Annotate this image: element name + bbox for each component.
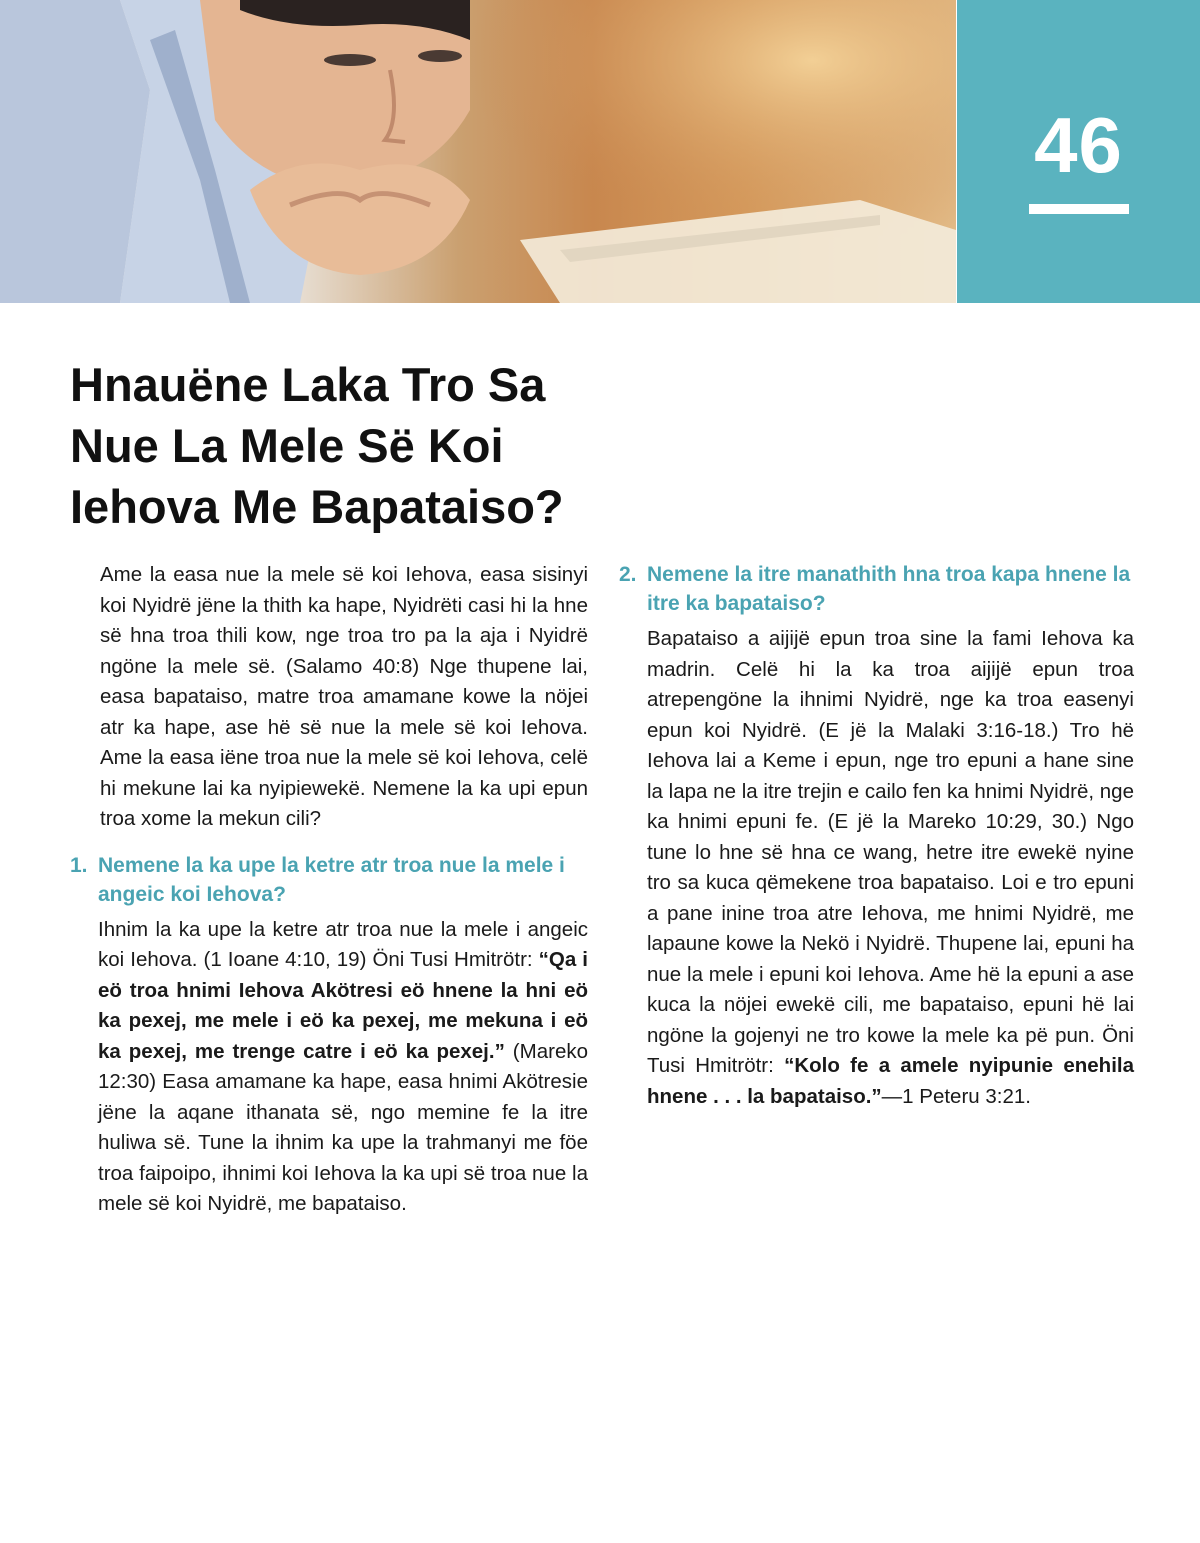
- question-1-number: 1.: [70, 853, 88, 877]
- question-1: [70, 851, 588, 909]
- answer-1-paragraph: [98, 915, 588, 1220]
- answer-2-paragraph: [647, 624, 1134, 1112]
- question-2-text: Nemene la itre manathith hna troa kapa hnene la itre ka bapataiso?: [647, 563, 1131, 615]
- right-column: [619, 560, 1134, 1112]
- answer-2-text-b: —1 Peteru 3:21.: [881, 1084, 1031, 1108]
- question-1-text: Nemene la ka upe la ketre atr troa nue la mele i angeic koi Iehova?: [98, 853, 565, 906]
- answer-1-text-b: (Mareko 12:30) Easa amamane ka hape, easa hnimi Akötresie jëne la aqane ithanata së, ngo memine fe la itre huliwa së. Tune la ihnim ka upe la trahmanyi me föe troa faipoipo, ihnimi koi Iehova la ka upi së troa nue la mele së koi Nyidrë, me bapataiso.: [98, 1039, 588, 1215]
- lesson-number-underline: [1029, 204, 1129, 214]
- header-photo: [0, 0, 956, 303]
- lesson-number-box: [957, 0, 1200, 303]
- question-2: [619, 560, 1134, 618]
- page-title: Hnauëne Laka Tro Sa Nue La Mele Së Koi Iehova Me Bapataiso?: [70, 358, 564, 533]
- question-2-number: 2.: [619, 563, 637, 586]
- answer-2-quote: “Kolo fe a amele nyipunie enehila hnene . . . la bapataiso.”: [647, 1054, 1134, 1108]
- answer-1-quote: “Qa i eö troa hnimi Iehova Akötresi eö hnene la hni eö ka pexej, me mele i eö ka pexej, me mekuna i eö ka pexej, me trenge catre i eö ka pexej.”: [98, 948, 588, 1063]
- answer-1-text-a: Ihnim la ka upe la ketre atr troa nue la mele i angeic koi Iehova. (1 Ioane 4:10, 19) Öni Tusi Hmitrötr:: [98, 917, 588, 971]
- left-column: [70, 560, 588, 1220]
- lesson-number: 46: [1034, 101, 1123, 189]
- intro-paragraph: Ame la easa nue la mele së koi Iehova, easa sisinyi koi Nyidrë jëne la thith ka hape, Nyidrëti casi hi la hne së hna troa thili kow, nge troa tro pa la aja i Nyidrë ngöne la mele së. (Salamo 40:8) Nge thupene lai, easa bapataiso, matre troa amamane kowe la nöjei atr ka hape, ase hë së nue la mele së koi Iehova. Ame la easa iëne troa nue la mele së koi Iehova, celë hi mekune lai ka nyipiewekë. Nemene la ka upi epun troa xome la mekun cili?: [100, 563, 588, 830]
- answer-2-text-a: Bapataiso a aijijë epun troa sine la fami Iehova ka madrin. Celë hi la ka troa aijijë epun troa atrepengöne la ihnimi Nyidrë, nge ka troa easenyi epun koi Nyidrë. (E jë la Malaki 3:16-18.) Tro hë Iehova lai a Keme i epun, nge tro epuni a hane sine la lapa ne la itre trejin e cailo fen ka hnimi Nyidrë, nge ka hnimi epuni fe. (E jë la Mareko 10:29, 30.) Ngo tune lo hne së hna ce wang, hetre itre ewekë nyine tro sa kuca qëmekene troa bapataiso. Loi e tro epuni a pane inine troa atre Iehova, me hnimi Nyidrë, me lapaune kowe la Nekö i Nyidrë. Thupene lai, epuni ha nue la mele i epuni koi Iehova. Ame hë la epuni a ase kuca la nöjei ewekë cili, me bapataiso, epuni hë lai ngöne la gojenyi ne tro kowe la mele ka pë pun. Öni Tusi Hmitrötr:: [647, 627, 1134, 1077]
- praying-man-illustration: [0, 0, 956, 303]
